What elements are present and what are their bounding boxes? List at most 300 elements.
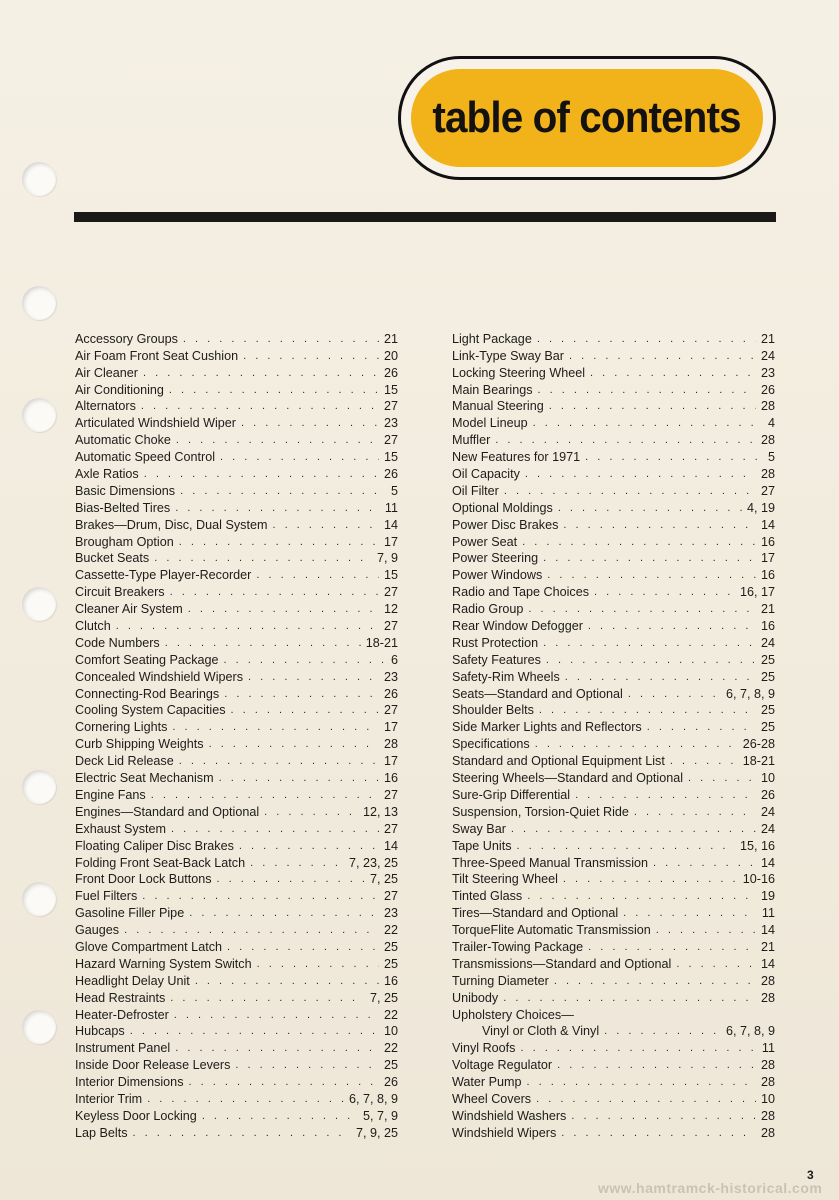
toc-entry-topic: Suspension, Torsion-Quiet Ride xyxy=(452,804,629,819)
toc-entry-pages: 27 xyxy=(760,483,775,498)
dot-leader xyxy=(176,432,379,448)
dot-leader xyxy=(536,1091,756,1107)
toc-entry xyxy=(75,330,398,347)
dot-leader xyxy=(535,736,738,752)
toc-entry xyxy=(75,465,398,482)
dot-leader xyxy=(557,1057,756,1073)
dot-leader xyxy=(174,1007,379,1023)
toc-entry-pages: 26 xyxy=(760,787,775,802)
toc-entry-topic: Specifications xyxy=(452,737,530,752)
toc-entry xyxy=(452,448,775,465)
toc-entry-pages: 4, 19 xyxy=(746,500,775,515)
dot-leader xyxy=(590,365,756,381)
dot-leader xyxy=(571,1108,756,1124)
dot-leader xyxy=(130,1023,379,1039)
toc-entry-topic: Fuel Filters xyxy=(75,889,138,904)
dot-leader xyxy=(227,939,379,955)
toc-entry-topic: Lap Belts xyxy=(75,1125,128,1140)
toc-entry xyxy=(452,381,775,398)
binder-hole xyxy=(22,770,56,804)
dot-leader xyxy=(250,855,344,871)
toc-entry-topic: Articulated Windshield Wiper xyxy=(75,416,236,431)
toc-entry-topic: Power Steering xyxy=(452,551,539,566)
dot-leader xyxy=(169,382,379,398)
toc-entry-topic: Sure-Grip Differential xyxy=(452,787,571,802)
toc-entry-topic: Electric Seat Mechanism xyxy=(75,771,214,786)
dot-leader xyxy=(563,517,756,533)
binder-hole xyxy=(22,587,56,621)
dot-leader xyxy=(517,838,735,854)
toc-entry-pages: 17 xyxy=(383,754,398,769)
dot-leader xyxy=(604,1023,721,1039)
toc-entry-topic: Wheel Covers xyxy=(452,1091,532,1106)
toc-entry-topic: Voltage Regulator xyxy=(452,1058,553,1073)
toc-entry-topic: Comfort Seating Package xyxy=(75,652,219,667)
watermark: www.hamtramck-historical.com xyxy=(598,1180,823,1196)
toc-entry-pages: 6, 7, 8, 9 xyxy=(725,1024,775,1039)
toc-entry xyxy=(75,398,398,415)
toc-entry-topic: Steering Wheels—Standard and Optional xyxy=(452,771,684,786)
title-badge-fill xyxy=(411,69,763,167)
dot-leader xyxy=(634,804,756,820)
toc-entry-pages: 22 xyxy=(383,1007,398,1022)
toc-entry-topic: Concealed Windshield Wipers xyxy=(75,669,243,684)
toc-entry xyxy=(452,431,775,448)
toc-entry-topic: Model Lineup xyxy=(452,416,528,431)
toc-entry-pages: 7, 25 xyxy=(369,872,398,887)
toc-entry-topic: Air Cleaner xyxy=(75,365,138,380)
toc-entry xyxy=(452,499,775,516)
toc-entry xyxy=(75,1124,398,1141)
toc-entry xyxy=(75,1073,398,1090)
dot-leader xyxy=(670,753,738,769)
toc-entry xyxy=(452,718,775,735)
dot-leader xyxy=(558,500,742,516)
toc-entry-topic: Cooling System Capacities xyxy=(75,703,226,718)
toc-entry-pages: 11 xyxy=(761,1041,775,1056)
toc-entry-topic: Brougham Option xyxy=(75,534,174,549)
toc-entry xyxy=(75,1107,398,1124)
dot-leader xyxy=(188,601,379,617)
toc-entry xyxy=(452,1023,775,1040)
toc-entry-topic: Engines—Standard and Optional xyxy=(75,804,260,819)
toc-entry xyxy=(75,1056,398,1073)
dot-leader xyxy=(538,382,756,398)
toc-entry-pages: 16 xyxy=(760,568,775,583)
toc-entry xyxy=(75,533,398,550)
toc-entry-pages: 28 xyxy=(383,737,398,752)
toc-entry-pages: 6 xyxy=(390,652,398,667)
dot-leader xyxy=(170,584,379,600)
binder-hole xyxy=(22,398,56,432)
toc-entry-topic: Tilt Steering Wheel xyxy=(452,872,558,887)
toc-entry-topic: Tinted Glass xyxy=(452,889,523,904)
toc-entry-topic: Tires—Standard and Optional xyxy=(452,906,619,921)
toc-entry-pages: 25 xyxy=(760,720,775,735)
dot-leader xyxy=(241,415,379,431)
dot-leader xyxy=(116,618,379,634)
toc-entry-topic: Interior Trim xyxy=(75,1091,143,1106)
toc-entry xyxy=(75,685,398,702)
toc-entry xyxy=(75,364,398,381)
toc-entry-pages: 22 xyxy=(383,1041,398,1056)
toc-entry-topic: Engine Fans xyxy=(75,787,146,802)
toc-entry-pages: 23 xyxy=(383,416,398,431)
toc-entry-topic: Oil Filter xyxy=(452,483,499,498)
dot-leader xyxy=(565,669,756,685)
toc-entry xyxy=(75,414,398,431)
toc-entry xyxy=(75,516,398,533)
toc-entry-topic: Vinyl Roofs xyxy=(452,1041,516,1056)
binder-hole xyxy=(22,286,56,320)
toc-entry xyxy=(75,837,398,854)
toc-entry-pages: 22 xyxy=(383,923,398,938)
toc-entry-pages: 25 xyxy=(383,939,398,954)
toc-entry-topic: Tape Units xyxy=(452,838,512,853)
binder-hole xyxy=(22,882,56,916)
toc-entry xyxy=(452,533,775,550)
toc-entry-pages: 15 xyxy=(383,382,398,397)
toc-entry-topic: Folding Front Seat-Back Latch xyxy=(75,855,246,870)
toc-entry-topic: Floating Caliper Disc Brakes xyxy=(75,838,234,853)
toc-entry xyxy=(452,550,775,567)
dot-leader xyxy=(124,922,379,938)
toc-left-column xyxy=(75,330,398,1141)
toc-entry-pages: 23 xyxy=(383,906,398,921)
toc-entry xyxy=(75,668,398,685)
dot-leader xyxy=(264,804,358,820)
toc-entry xyxy=(75,887,398,904)
toc-entry-topic: Power Disc Brakes xyxy=(452,517,559,532)
toc-entry-topic: Power Seat xyxy=(452,534,518,549)
toc-entry-pages: 7, 9, 25 xyxy=(355,1125,398,1140)
toc-entry xyxy=(452,702,775,719)
toc-entry-topic: Turning Diameter xyxy=(452,973,549,988)
toc-entry-pages: 16, 17 xyxy=(739,585,775,600)
toc-entry-topic: Hubcaps xyxy=(75,1024,125,1039)
toc-entry-topic: Head Restraints xyxy=(75,990,166,1005)
toc-entry-topic: Locking Steering Wheel xyxy=(452,365,586,380)
dot-leader xyxy=(183,331,379,347)
toc-entry xyxy=(75,381,398,398)
toc-entry-topic: Safety-Rim Wheels xyxy=(452,669,560,684)
toc-entry xyxy=(75,550,398,567)
toc-entry xyxy=(452,617,775,634)
toc-entry xyxy=(75,769,398,786)
dot-leader xyxy=(248,669,379,685)
toc-entry xyxy=(75,634,398,651)
dot-leader xyxy=(547,567,756,583)
dot-leader xyxy=(217,871,365,887)
toc-entry-pages: 27 xyxy=(383,585,398,600)
toc-entry-topic: Safety Features xyxy=(452,652,541,667)
toc-entry-topic: Deck Lid Release xyxy=(75,754,174,769)
toc-entry-pages: 17 xyxy=(383,534,398,549)
toc-entry-pages: 17 xyxy=(760,551,775,566)
dot-leader xyxy=(219,770,379,786)
toc-entry xyxy=(452,600,775,617)
toc-entry xyxy=(75,921,398,938)
toc-entry xyxy=(75,482,398,499)
dot-leader xyxy=(537,331,756,347)
toc-entry-topic: Code Numbers xyxy=(75,635,160,650)
toc-entry xyxy=(75,617,398,634)
dot-leader xyxy=(133,1125,351,1141)
toc-entry xyxy=(75,955,398,972)
dot-leader xyxy=(539,702,756,718)
toc-entry-pages: 26 xyxy=(383,467,398,482)
toc-entry-pages: 23 xyxy=(760,365,775,380)
toc-entry-pages: 12, 13 xyxy=(362,804,398,819)
toc-entry-pages: 10-16 xyxy=(742,872,775,887)
toc-entry-pages: 19 xyxy=(760,889,775,904)
dot-leader xyxy=(588,939,756,955)
toc-entry-topic: Unibody xyxy=(452,990,499,1005)
toc-entry-pages: 27 xyxy=(383,787,398,802)
toc-entry-pages: 26 xyxy=(383,1075,398,1090)
toc-entry-topic: Gauges xyxy=(75,923,120,938)
toc-entry-topic: Inside Door Release Levers xyxy=(75,1058,231,1073)
dot-leader xyxy=(220,449,379,465)
toc-entry-pages: 27 xyxy=(383,619,398,634)
toc-entry-topic: Gasoline Filler Pipe xyxy=(75,906,185,921)
title-badge xyxy=(398,56,776,180)
toc-entry xyxy=(75,448,398,465)
toc-entry-pages: 18-21 xyxy=(742,754,775,769)
toc-entry-pages: 16 xyxy=(760,619,775,634)
toc-entry-topic: Axle Ratios xyxy=(75,467,139,482)
toc-entry xyxy=(452,921,775,938)
toc-entry-pages: 28 xyxy=(760,973,775,988)
toc-entry xyxy=(452,583,775,600)
toc-entry xyxy=(452,938,775,955)
toc-entry xyxy=(75,820,398,837)
dot-leader xyxy=(143,365,379,381)
toc-entry xyxy=(75,854,398,871)
toc-entry-topic: Oil Capacity xyxy=(452,467,520,482)
toc-entry-topic: Rear Window Defogger xyxy=(452,619,583,634)
toc-entry-topic: Cleaner Air System xyxy=(75,602,183,617)
toc-entry-topic: Cornering Lights xyxy=(75,720,168,735)
dot-leader xyxy=(647,719,756,735)
toc-entry-topic: Vinyl or Cloth & Vinyl xyxy=(482,1024,600,1039)
dot-leader xyxy=(179,753,379,769)
title-rule xyxy=(74,212,776,222)
toc-entry-pages: 6, 7, 8, 9 xyxy=(348,1091,398,1106)
dot-leader xyxy=(243,348,379,364)
toc-entry xyxy=(75,718,398,735)
toc-entry-topic: Automatic Speed Control xyxy=(75,450,216,465)
dot-leader xyxy=(235,1057,379,1073)
dot-leader xyxy=(688,770,756,786)
dot-leader xyxy=(527,1074,756,1090)
toc-entry-pages: 5 xyxy=(390,483,398,498)
dot-leader xyxy=(165,635,361,651)
toc-entry-pages: 24 xyxy=(760,821,775,836)
dot-leader xyxy=(533,415,763,431)
toc-entry-pages: 7, 25 xyxy=(369,990,398,1005)
dot-leader xyxy=(575,787,756,803)
toc-entry-pages: 11 xyxy=(761,906,775,921)
toc-entry-pages: 4 xyxy=(767,416,775,431)
toc-entry-topic: Circuit Breakers xyxy=(75,585,165,600)
toc-entry-pages: 28 xyxy=(760,990,775,1005)
toc-entry-pages: 27 xyxy=(383,889,398,904)
toc-entry-topic: Headlight Delay Unit xyxy=(75,973,190,988)
dot-leader xyxy=(653,855,756,871)
toc-entry xyxy=(452,735,775,752)
toc-entry xyxy=(75,1039,398,1056)
toc-entry-topic: Upholstery Choices— xyxy=(452,1007,574,1022)
toc-entry-topic: Clutch xyxy=(75,619,111,634)
dot-leader xyxy=(175,500,380,516)
toc-entry xyxy=(452,482,775,499)
toc-entry-pages: 6, 7, 8, 9 xyxy=(725,686,775,701)
dot-leader xyxy=(256,567,379,583)
dot-leader xyxy=(231,702,379,718)
dot-leader xyxy=(144,466,379,482)
dot-leader xyxy=(147,1091,344,1107)
dot-leader xyxy=(171,821,379,837)
toc-entry xyxy=(452,398,775,415)
toc-entry-pages: 16 xyxy=(383,973,398,988)
dot-leader xyxy=(179,534,379,550)
toc-entry-pages: 28 xyxy=(760,467,775,482)
toc-entry-topic: Interior Dimensions xyxy=(75,1075,184,1090)
toc-entry-pages: 14 xyxy=(760,923,775,938)
binder-hole xyxy=(22,162,56,196)
toc-entry-pages: 28 xyxy=(760,399,775,414)
toc-entry xyxy=(75,583,398,600)
dot-leader xyxy=(170,990,365,1006)
toc-entry-topic: New Features for 1971 xyxy=(452,450,581,465)
toc-entry-topic: Cassette-Type Player-Recorder xyxy=(75,568,252,583)
toc-entry xyxy=(452,330,775,347)
toc-entry-pages: 27 xyxy=(383,821,398,836)
toc-entry-pages: 25 xyxy=(383,1058,398,1073)
toc-entry xyxy=(452,1056,775,1073)
dot-leader xyxy=(594,584,735,600)
toc-entry-topic: Hazard Warning System Switch xyxy=(75,956,252,971)
dot-leader xyxy=(141,398,379,414)
toc-entry-topic: Accessory Groups xyxy=(75,331,178,346)
toc-entry-topic: Manual Steering xyxy=(452,399,544,414)
dot-leader xyxy=(257,956,379,972)
toc-entry-pages: 26 xyxy=(383,686,398,701)
toc-entry-pages: 10 xyxy=(760,1091,775,1106)
toc-entry xyxy=(452,1073,775,1090)
toc-entry xyxy=(75,786,398,803)
toc-entry xyxy=(75,1023,398,1040)
toc-entry-topic: Seats—Standard and Optional xyxy=(452,686,623,701)
toc-entry xyxy=(452,516,775,533)
toc-entry xyxy=(75,431,398,448)
dot-leader xyxy=(549,398,756,414)
toc-entry xyxy=(75,1006,398,1023)
toc-entry xyxy=(452,837,775,854)
toc-entry-topic: Instrument Panel xyxy=(75,1041,171,1056)
toc-entry-topic: Air Conditioning xyxy=(75,382,164,397)
toc-entry-pages: 25 xyxy=(760,703,775,718)
toc-entry xyxy=(452,414,775,431)
toc-entry xyxy=(452,1006,775,1023)
dot-leader xyxy=(202,1108,358,1124)
toc-entry xyxy=(75,600,398,617)
dot-leader xyxy=(543,635,756,651)
toc-entry-topic: Automatic Choke xyxy=(75,433,171,448)
toc-entry-pages: 10 xyxy=(760,771,775,786)
dot-leader xyxy=(623,905,757,921)
toc-entry-pages: 28 xyxy=(760,1108,775,1123)
toc-entry xyxy=(452,972,775,989)
toc-entry-topic: Three-Speed Manual Transmission xyxy=(452,855,648,870)
toc-entry-topic: Trailer-Towing Package xyxy=(452,939,584,954)
dot-leader xyxy=(175,1040,379,1056)
toc-entry-topic: Alternators xyxy=(75,399,136,414)
toc-entry xyxy=(452,685,775,702)
toc-entry-pages: 24 xyxy=(760,804,775,819)
toc-entry-pages: 5, 7, 9 xyxy=(362,1108,398,1123)
dot-leader xyxy=(209,736,379,752)
toc-entry xyxy=(452,566,775,583)
dot-leader xyxy=(628,686,721,702)
toc-entry xyxy=(452,1107,775,1124)
toc-entry-pages: 14 xyxy=(760,517,775,532)
dot-leader xyxy=(511,821,756,837)
toc-entry-pages: 28 xyxy=(760,1075,775,1090)
dot-leader xyxy=(569,348,756,364)
toc-entry xyxy=(452,989,775,1006)
toc-entry xyxy=(452,651,775,668)
toc-entry-topic: Sway Bar xyxy=(452,821,506,836)
toc-right-column xyxy=(452,330,775,1141)
toc-entry xyxy=(75,347,398,364)
toc-entry-pages: 5 xyxy=(767,450,775,465)
toc-entry-topic: Windshield Wipers xyxy=(452,1125,557,1140)
toc-entry-topic: Radio and Tape Choices xyxy=(452,585,589,600)
toc-entry-pages: 26 xyxy=(383,365,398,380)
toc-entry xyxy=(452,786,775,803)
toc-entry-pages: 16 xyxy=(760,534,775,549)
toc-entry-topic: Radio Group xyxy=(452,602,524,617)
toc-entry-topic: Front Door Lock Buttons xyxy=(75,872,212,887)
toc-entry-pages: 10 xyxy=(383,1024,398,1039)
toc-entry-topic: Muffler xyxy=(452,433,491,448)
toc-entry-topic: Side Marker Lights and Reflectors xyxy=(452,720,642,735)
toc-entry-pages: 21 xyxy=(760,331,775,346)
toc-entry-topic: Optional Moldings xyxy=(452,500,553,515)
toc-entry xyxy=(452,634,775,651)
toc-entry xyxy=(75,803,398,820)
toc-entry xyxy=(75,566,398,583)
toc-entry xyxy=(75,972,398,989)
toc-entry-topic: Standard and Optional Equipment List xyxy=(452,754,665,769)
dot-leader xyxy=(151,787,379,803)
toc-entry-topic: Light Package xyxy=(452,331,532,346)
toc-entry-pages: 20 xyxy=(383,348,398,363)
toc-entry xyxy=(75,989,398,1006)
toc-entry-pages: 28 xyxy=(760,1058,775,1073)
toc-entry xyxy=(75,904,398,921)
toc-entry-pages: 24 xyxy=(760,635,775,650)
toc-entry-pages: 21 xyxy=(760,602,775,617)
toc-entry xyxy=(452,752,775,769)
toc-entry-pages: 15 xyxy=(383,450,398,465)
toc-entry xyxy=(452,803,775,820)
toc-entry xyxy=(452,904,775,921)
toc-entry-topic: Air Foam Front Seat Cushion xyxy=(75,348,239,363)
toc-entry xyxy=(452,1039,775,1056)
